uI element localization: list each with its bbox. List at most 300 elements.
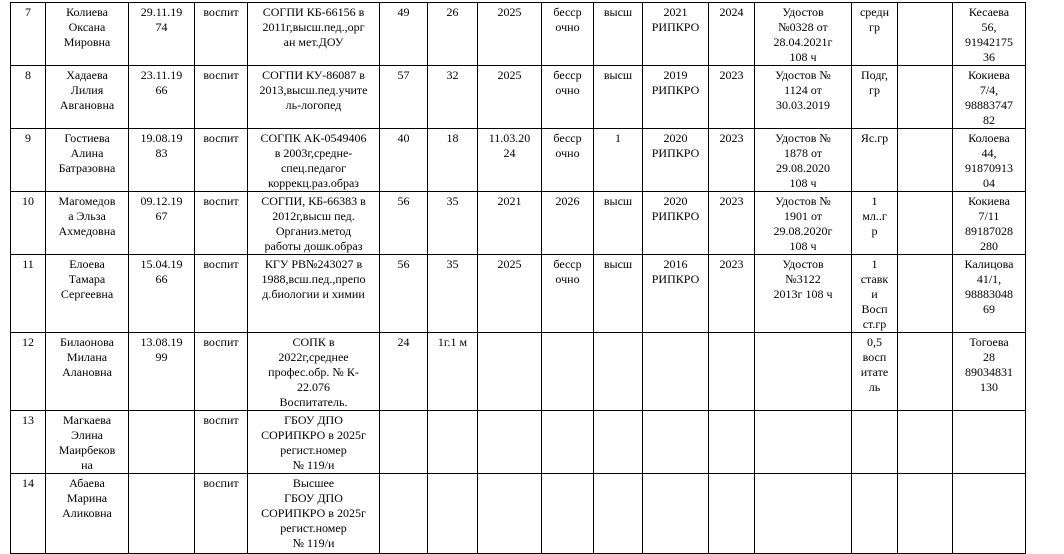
cell-education (248, 192, 380, 255)
cell-education (248, 3, 380, 66)
cell-line: очно (555, 20, 580, 34)
cell-line: СОРИПКРО в 2025г (261, 428, 366, 442)
cell-line: 2019 (663, 68, 688, 82)
cell-line: 2011г,высш.пед.,орг (262, 20, 365, 34)
cell-line: а Эльза (68, 209, 106, 223)
cell-line: регист.номер (280, 521, 347, 535)
cell-group (852, 129, 898, 192)
cell-attestation-year (478, 129, 542, 192)
cell-line: РИПКРО (651, 272, 700, 286)
cell-line: 2023 (719, 194, 744, 208)
cell-full-name (46, 411, 129, 474)
cell-line: РИПКРО (651, 20, 700, 34)
cell-line: СОГПИ КУ-86087 в (262, 68, 365, 82)
cell-line: работы дошк.образ (264, 239, 363, 253)
cell-line: воспит (203, 131, 239, 145)
cell-teaching-experience (428, 474, 478, 554)
cell-education (248, 66, 380, 129)
cell-attestation-term (542, 474, 594, 554)
cell-line: итате (860, 365, 889, 379)
cell-teaching-experience (428, 411, 478, 474)
cell-line: высш (603, 68, 633, 82)
cell-attestation-year (478, 255, 542, 333)
cell-total-experience (380, 333, 428, 411)
cell-course (643, 66, 709, 129)
cell-line: Элина (71, 428, 103, 442)
cell-line: ст.гр (862, 317, 887, 331)
cell-line: 2026 (555, 194, 580, 208)
table-row (11, 255, 1026, 333)
cell-line: Абаева (69, 476, 105, 490)
cell-extra (898, 192, 953, 255)
cell-group (852, 333, 898, 411)
cell-course (643, 129, 709, 192)
cell-extra (898, 66, 953, 129)
cell-line: 2023 (719, 68, 744, 82)
cell-total-experience (380, 411, 428, 474)
cell-course (643, 192, 709, 255)
cell-group (852, 255, 898, 333)
cell-line: 89187028 (965, 224, 1013, 238)
cell-total-experience (380, 192, 428, 255)
cell-line: Колиева (66, 5, 108, 19)
cell-address (953, 474, 1026, 554)
cell-group (852, 3, 898, 66)
cell-line: восп (862, 350, 887, 364)
cell-line: д.биологии и химии (262, 287, 365, 301)
cell-line: воспит (203, 68, 239, 82)
cell-education (248, 411, 380, 474)
cell-line: 82 (983, 113, 995, 127)
cell-next-course (709, 333, 755, 411)
cell-line: РИПКРО (651, 83, 700, 97)
cell-line: 24 (503, 146, 516, 160)
cell-course (643, 255, 709, 333)
cell-line: 2021 (663, 5, 688, 19)
cell-line: 19.08.19 (140, 131, 183, 145)
cell-line: бесср (553, 68, 582, 82)
table-body (11, 3, 1026, 554)
cell-certificate (755, 129, 852, 192)
cell-line: Билаонова (60, 335, 114, 349)
cell-line: воспит (203, 5, 239, 19)
cell-extra (898, 129, 953, 192)
cell-line: 2022г,среднее (278, 350, 349, 364)
cell-line: СОГПИ, КБ-66383 в (261, 194, 366, 208)
cell-line: 2020 (663, 194, 688, 208)
cell-total-experience (380, 3, 428, 66)
cell-line: 83 (155, 146, 168, 160)
cell-line: 44, (981, 146, 997, 160)
cell-line: Магкаева (62, 413, 112, 427)
cell-position (195, 411, 248, 474)
cell-line: на (81, 458, 93, 472)
cell-line: средн (859, 5, 890, 19)
cell-total-experience (380, 255, 428, 333)
cell-line: воспит (203, 413, 239, 427)
table-row (11, 192, 1026, 255)
cell-birth-date (129, 3, 195, 66)
cell-attestation-year (478, 192, 542, 255)
cell-category (594, 66, 643, 129)
cell-line: ГБОУ ДПО (284, 413, 343, 427)
cell-line: 28 (983, 350, 995, 364)
cell-line: 280 (980, 239, 998, 253)
cell-line: 2025 (497, 257, 522, 271)
cell-line: 130 (980, 380, 998, 394)
cell-birth-date (129, 66, 195, 129)
cell-line: 1988,всш.пед.,препо (261, 272, 366, 286)
cell-full-name (46, 129, 129, 192)
cell-course (643, 474, 709, 554)
cell-birth-date (129, 129, 195, 192)
cell-teaching-experience (428, 129, 478, 192)
cell-line: Кокиева (968, 68, 1010, 82)
cell-line: КГУ РВ№243027 в (264, 257, 363, 271)
table-row (11, 3, 1026, 66)
cell-line: воспит (203, 257, 239, 271)
cell-attestation-term (542, 129, 594, 192)
cell-line: Кокиева (968, 194, 1010, 208)
cell-line: ль (868, 380, 881, 394)
cell-line: 09.12.19 (140, 194, 183, 208)
cell-next-course (709, 255, 755, 333)
cell-position (195, 129, 248, 192)
cell-education (248, 129, 380, 192)
cell-full-name (46, 66, 129, 129)
cell-line: 91870913 (965, 161, 1013, 175)
cell-line: высш (603, 5, 633, 19)
cell-line: мл..г (862, 209, 887, 223)
table-row (11, 66, 1026, 129)
cell-line: 15.04.19 (140, 257, 183, 271)
cell-education (248, 333, 380, 411)
cell-line: 2020 (663, 131, 688, 145)
cell-line: 1124 от (784, 83, 822, 97)
cell-line: 18 (446, 131, 459, 145)
cell-group (852, 66, 898, 129)
cell-line: ставк (860, 272, 889, 286)
table-row (11, 333, 1026, 411)
cell-line: №0328 от (778, 20, 828, 34)
cell-full-name (46, 192, 129, 255)
cell-number: 9 (11, 129, 46, 192)
cell-attestation-year (478, 411, 542, 474)
cell-line: СОГПИ КБ-66156 в (262, 5, 365, 19)
cell-line: 91942175 (965, 35, 1013, 49)
cell-line: 56, (981, 20, 997, 34)
cell-position (195, 3, 248, 66)
cell-birth-date (129, 474, 195, 554)
cell-line: гр (869, 83, 880, 97)
cell-line: Подг, (861, 68, 888, 82)
cell-line: воспит (203, 194, 239, 208)
cell-position (195, 255, 248, 333)
cell-line: №3122 (785, 272, 821, 286)
cell-line: Елоева (69, 257, 105, 271)
cell-line: регист.номер (280, 443, 347, 457)
cell-line: ан мет.ДОУ (283, 35, 344, 49)
cell-total-experience (380, 129, 428, 192)
cell-line: Кесаева (968, 5, 1010, 19)
cell-line: Авгановна (59, 98, 115, 112)
cell-course (643, 411, 709, 474)
cell-line: 67 (155, 209, 168, 223)
cell-category (594, 411, 643, 474)
cell-line: Оксана (68, 20, 106, 34)
cell-attestation-term (542, 255, 594, 333)
cell-line: 2025 (497, 68, 522, 82)
cell-teaching-experience (428, 255, 478, 333)
cell-category (594, 474, 643, 554)
cell-line: 29.08.2020г (773, 224, 833, 238)
cell-line: 1г.1 м (437, 335, 468, 349)
cell-line: 2023 (719, 131, 744, 145)
cell-line: 56 (397, 194, 410, 208)
cell-address (953, 333, 1026, 411)
cell-next-course (709, 129, 755, 192)
cell-line: 1 (871, 194, 878, 208)
cell-address (953, 255, 1026, 333)
cell-line: высш (603, 257, 633, 271)
cell-line: Алановна (62, 365, 112, 379)
cell-certificate (755, 192, 852, 255)
cell-education (248, 474, 380, 554)
cell-line: Ахмедовна (58, 224, 116, 238)
table-row (11, 474, 1026, 554)
cell-line: Тогоева (969, 335, 1009, 349)
cell-extra (898, 333, 953, 411)
cell-line: Воспитатель. (279, 395, 348, 409)
cell-full-name (46, 255, 129, 333)
cell-line: 57 (397, 68, 410, 82)
staff-table (10, 2, 1026, 554)
cell-line: ль-логопед (285, 98, 342, 112)
cell-line: № 119/и (292, 458, 335, 472)
cell-line: Алина (70, 146, 104, 160)
cell-next-course (709, 474, 755, 554)
cell-line: Лилия (70, 83, 104, 97)
cell-line: ГБОУ ДПО (284, 491, 343, 505)
cell-certificate (755, 333, 852, 411)
cell-teaching-experience (428, 333, 478, 411)
cell-attestation-year (478, 474, 542, 554)
cell-line: СОПК в (292, 335, 335, 349)
cell-line: Милана (66, 350, 108, 364)
cell-line: очно (555, 146, 580, 160)
cell-line: 13.08.19 (140, 335, 183, 349)
cell-line: Колоева (968, 131, 1010, 145)
cell-line: 7/11 (978, 209, 1000, 223)
cell-line: 28.04.2021г (773, 35, 833, 49)
cell-line: 26 (446, 5, 459, 19)
cell-line: 30.03.2019 (776, 98, 830, 112)
cell-line: Батразовна (58, 161, 116, 175)
cell-category (594, 255, 643, 333)
cell-line: 2024 (719, 5, 744, 19)
cell-attestation-term (542, 3, 594, 66)
cell-line: высш (603, 194, 633, 208)
cell-line: Организ.метод (275, 224, 352, 238)
cell-line: 2013г 108 ч (773, 287, 833, 301)
cell-line: 32 (446, 68, 459, 82)
cell-group (852, 411, 898, 474)
cell-line: РИПКРО (651, 146, 700, 160)
cell-certificate (755, 411, 852, 474)
cell-number: 13 (11, 411, 46, 474)
cell-line: СОГПК АК-0549406 (260, 131, 367, 145)
cell-line: Хадаева (66, 68, 108, 82)
cell-line: гр (869, 20, 880, 34)
cell-line: 29.11.19 (140, 5, 183, 19)
cell-line: 22.076 (297, 380, 330, 394)
cell-line: 99 (155, 350, 168, 364)
cell-address (953, 3, 1026, 66)
cell-teaching-experience (428, 192, 478, 255)
cell-line: коррекц.раз.образ (267, 176, 360, 190)
cell-birth-date (129, 411, 195, 474)
cell-line: Удостов (782, 5, 824, 19)
cell-line: РИПКРО (651, 209, 700, 223)
cell-line: № 119/и (292, 536, 335, 550)
cell-certificate (755, 3, 852, 66)
cell-line: 2021 (497, 194, 522, 208)
cell-line: спец.педагог (280, 161, 347, 175)
cell-birth-date (129, 255, 195, 333)
cell-line: 1901 от (783, 209, 823, 223)
cell-next-course (709, 192, 755, 255)
cell-line: бесср (553, 131, 582, 145)
cell-number: 8 (11, 66, 46, 129)
cell-attestation-term (542, 333, 594, 411)
cell-line: в 2003г,средне- (274, 146, 353, 160)
cell-line: 2012г,высш пед. (272, 209, 355, 223)
cell-teaching-experience (428, 66, 478, 129)
cell-next-course (709, 66, 755, 129)
cell-line: 108 ч (789, 239, 817, 253)
cell-line: Аликовна (62, 506, 112, 520)
cell-line: 23.11.19 (140, 68, 183, 82)
cell-attestation-term (542, 411, 594, 474)
cell-address (953, 129, 1026, 192)
cell-category (594, 192, 643, 255)
cell-line: 74 (155, 20, 168, 34)
cell-position (195, 192, 248, 255)
cell-line: 7/4, (979, 83, 999, 97)
cell-line: 98883747 (965, 98, 1013, 112)
cell-total-experience (380, 66, 428, 129)
cell-line: 2025 (497, 5, 522, 19)
cell-line: 1 (871, 257, 878, 271)
table-row (11, 129, 1026, 192)
cell-line: 29.08.2020 (776, 161, 830, 175)
cell-line: 0,5 (867, 335, 882, 349)
cell-line: Яс.гр (860, 131, 889, 145)
cell-category (594, 129, 643, 192)
cell-group (852, 474, 898, 554)
cell-extra (898, 3, 953, 66)
cell-attestation-year (478, 66, 542, 129)
cell-course (643, 3, 709, 66)
cell-line: СОРИПКРО в 2025г (261, 506, 366, 520)
cell-line: 56 (397, 257, 410, 271)
cell-extra (898, 411, 953, 474)
cell-line: 2016 (663, 257, 688, 271)
cell-line: воспит (203, 476, 239, 490)
cell-next-course (709, 411, 755, 474)
cell-line: бесср (553, 5, 582, 19)
cell-line: 1 (615, 131, 621, 145)
cell-line: р (871, 224, 878, 238)
cell-line: Гостиева (64, 131, 110, 145)
cell-line: Калицова (964, 257, 1014, 271)
cell-education (248, 255, 380, 333)
cell-birth-date (129, 333, 195, 411)
cell-line: 35 (446, 194, 459, 208)
cell-line: Удостов № (775, 131, 831, 145)
cell-line: бесср (553, 257, 582, 271)
cell-address (953, 411, 1026, 474)
cell-line: 49 (397, 5, 410, 19)
cell-certificate (755, 474, 852, 554)
cell-line: Магомедов (58, 194, 116, 208)
cell-certificate (755, 66, 852, 129)
cell-line: Мировна (63, 35, 111, 49)
cell-full-name (46, 474, 129, 554)
cell-number: 11 (11, 255, 46, 333)
cell-line: 66 (155, 83, 168, 97)
cell-group (852, 192, 898, 255)
cell-line: 36 (983, 50, 995, 64)
cell-line: 40 (397, 131, 410, 145)
cell-line: Удостов № (775, 68, 831, 82)
cell-full-name (46, 3, 129, 66)
cell-line: 108 ч (789, 176, 817, 190)
cell-total-experience (380, 474, 428, 554)
cell-line: Тамара (68, 272, 106, 286)
cell-line: 66 (155, 272, 168, 286)
cell-line: профес.обр. № К- (268, 365, 359, 379)
cell-category (594, 3, 643, 66)
table-row (11, 411, 1026, 474)
cell-line: 98883048 (965, 287, 1013, 301)
cell-address (953, 192, 1026, 255)
cell-number: 12 (11, 333, 46, 411)
cell-position (195, 474, 248, 554)
cell-line: очно (555, 83, 580, 97)
cell-teaching-experience (428, 3, 478, 66)
cell-position (195, 333, 248, 411)
cell-birth-date (129, 192, 195, 255)
cell-line: воспит (203, 335, 239, 349)
cell-next-course (709, 3, 755, 66)
cell-line: 89034831 (965, 365, 1013, 379)
cell-line: 108 ч (789, 50, 817, 64)
cell-line: Сергеевна (60, 287, 114, 301)
cell-line: очно (555, 272, 580, 286)
cell-line: 11.03.20 (488, 131, 531, 145)
cell-line: Восп (861, 302, 888, 316)
cell-line: 41/1, (976, 272, 1002, 286)
cell-line: Маирбеков (58, 443, 116, 457)
cell-line: 35 (446, 257, 459, 271)
cell-position (195, 66, 248, 129)
cell-extra (898, 255, 953, 333)
cell-number: 7 (11, 3, 46, 66)
cell-line: Высшее (292, 476, 335, 490)
cell-course (643, 333, 709, 411)
cell-attestation-term (542, 192, 594, 255)
